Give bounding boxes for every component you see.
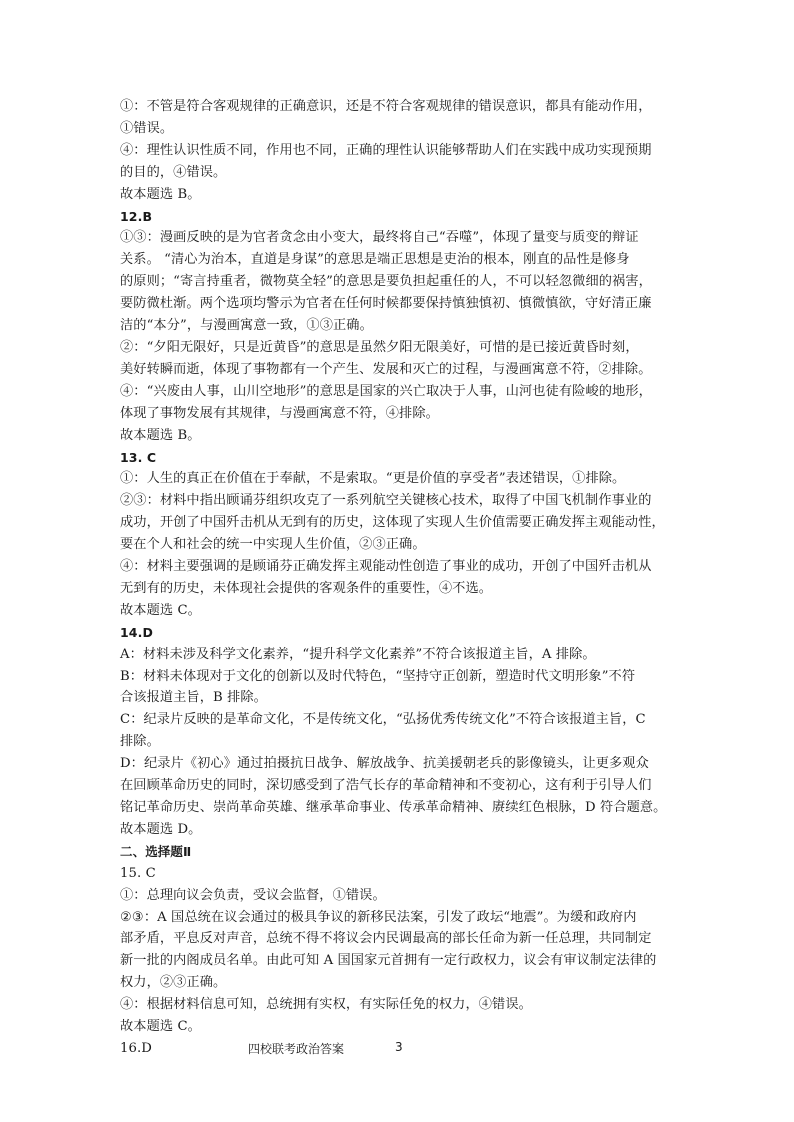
page-footer (0, 1040, 794, 1060)
section-heading: 12.B (120, 208, 153, 224)
text-line: 故本题选 C。 (120, 602, 201, 618)
text-line: 的目的，④错误。 (120, 164, 227, 180)
text-line: 在回顾革命历史的同时，深切感受到了浩气长存的革命精神和不变初心，这有利于引导人们 (120, 778, 652, 794)
text-line: 排除。 (120, 734, 160, 750)
text-line: A：材料未涉及科学文化素养，“提升科学文化素养”不符合该报道主旨，A 排除。 (120, 646, 596, 662)
text-line: 故本题选 B。 (120, 427, 201, 443)
text-line: ④：“兴废由人事，山川空地形”的意思是国家的兴亡取决于人事，山河也徒有险峻的地形， (120, 383, 652, 399)
text-line: 美好转瞬而逝，体现了事物都有一个产生、发展和灭亡的过程，与漫画寓意不符，②排除。 (120, 361, 652, 377)
text-line: 成功，开创了中国歼击机从无到有的历史，这体现了实现人生价值需要正确发挥主观能动性， (120, 515, 665, 531)
text-line: ①：不管是符合客观规律的正确意识，还是不符合客观规律的错误意识，都具有能动作用， (120, 99, 652, 114)
text-line: 新一批的内阁成员名单。由此可知 A 国国家元首拥有一定行政权力，议会有审议制定法律的 (120, 953, 657, 969)
footer-title: 四校联考政治答案 (248, 1042, 345, 1056)
text-line: 关系。 “清心为治本，直道是身谋”的意思是端正思想是吏治的根本，刚直的品性是修身 (120, 252, 630, 268)
section-heading: 二、选择题Ⅱ (120, 843, 192, 859)
text-line: 要防微杜渐。两个选项均警示为官者在任何时候都要保持慎独慎初、慎微慎欲，守好清正廉 (120, 296, 652, 312)
text-line: ④：根据材料信息可知，总统拥有实权，有实际任免的权力，④错误。 (120, 997, 532, 1013)
text-line: ②：“夕阳无限好，只是近黄昏”的意思是虽然夕阳无限美好，可惜的是已接近黄昏时刻， (120, 339, 639, 355)
text-line: ④：材料主要强调的是顾诵芬正确发挥主观能动性创造了事业的成功，开创了中国歼击机从 (120, 559, 652, 575)
text-line: 无到有的历史，未体现社会提供的客观条件的重要性，④不选。 (120, 580, 493, 596)
text-line: ②③：A 国总统在议会通过的极具争议的新移民法案，引发了政坛“地震”。为缓和政府内 (120, 909, 637, 925)
text-line: ①③：漫画反映的是为官者贪念由小变大，最终将自己“吞噬”，体现了量变与质变的辩证 (120, 230, 639, 246)
text-line: ①：总理向议会负责，受议会监督，①错误。 (120, 887, 386, 903)
text-line: ④：理性认识性质不同，作用也不同，正确的理性认识能够帮助人们在实践中成功实现预期 (120, 142, 652, 158)
text-line: 故本题选 D。 (120, 821, 202, 837)
text-line: 洁的“本分”，与漫画寓意一致，①③正确。 (120, 318, 373, 334)
text-line: 铭记革命历史、崇尚革命英雄、继承革命事业、传承革命精神、赓续红色根脉，D 符合题意。 (120, 800, 667, 815)
text-line: C：纪录片反映的是革命文化，不是传统文化，“弘扬优秀传统文化”不符合该报道主旨，C (120, 712, 646, 728)
text-line: 体现了事物发展有其规律，与漫画寓意不符，④排除。 (120, 405, 439, 421)
text-line: 故本题选 C。 (120, 1019, 201, 1035)
text-line: ①错误。 (120, 120, 174, 136)
text-line: D：纪录片《初心》通过拍摄抗日战争、解放战争、抗美援朝老兵的影像镜头，让更多观众 (120, 756, 649, 772)
answer-text-body (120, 96, 686, 1060)
text-line: 权力，②③正确。 (120, 975, 227, 991)
text-line: 要在个人和社会的统一中实现人生价值，②③正确。 (120, 537, 426, 553)
section-heading: 14.D (120, 624, 153, 640)
text-line: 部矛盾，平息反对声音，总统不得不将议会内民调最高的部长任命为新一任总理，共同制定 (120, 931, 652, 947)
text-line: 的原则；“寄言持重者，微物莫全轻”的意思是要负担起重任的人，不可以轻忽微细的祸害， (120, 274, 652, 290)
text-line: 故本题选 B。 (120, 186, 201, 202)
text-line: 15. C (120, 865, 156, 881)
text-line: ②③：材料中指出顾诵芬组织攻克了一系列航空关键核心技术，取得了中国飞机制作事业的 (120, 493, 652, 509)
text-line: 16.D (120, 1040, 152, 1056)
section-heading: 13. C (120, 449, 157, 465)
text-line: B：材料未体现对于文化的创新以及时代特色，“坚持守正创新，塑造时代文明形象”不符 (120, 668, 636, 684)
page-number: 3 (395, 1040, 403, 1054)
text-line: 合该报道主旨，B 排除。 (120, 690, 267, 706)
text-line: ①：人生的真正在价值在于奉献，不是索取。“更是价值的享受者”表述错误，①排除。 (120, 471, 626, 487)
